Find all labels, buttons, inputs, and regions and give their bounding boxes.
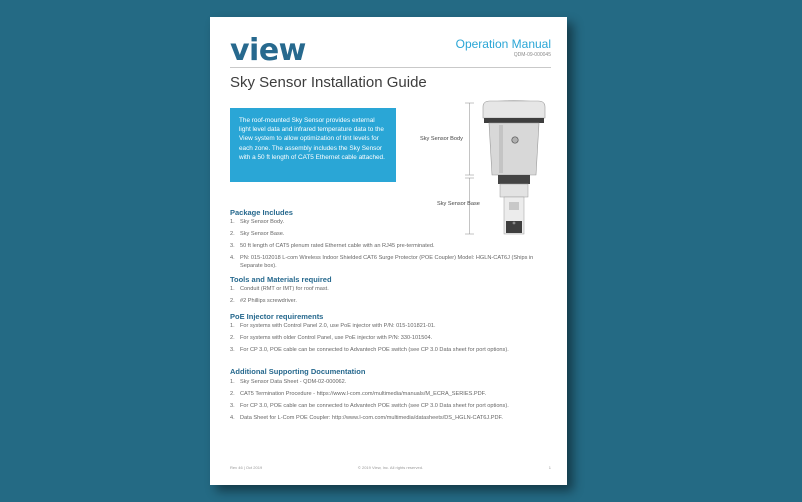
list-item: 2. Sky Sensor Base. — [230, 231, 285, 237]
footer-revision: Rev 46 | Oct 2019 — [230, 465, 263, 470]
heading-package-includes: Package Includes — [230, 208, 293, 217]
document-number: QDM-09-000045 — [513, 52, 551, 58]
list-item: 2. #2 Phillips screwdriver. — [230, 298, 297, 304]
document-page — [210, 17, 567, 485]
list-package-includes — [230, 218, 548, 274]
page-number: 1 — [548, 465, 551, 470]
list-item: 1. For systems with Control Panel 2.0, use PoE injector with P/N: 015-101821-01. — [230, 323, 436, 329]
heading-supporting-docs: Additional Supporting Documentation — [230, 367, 366, 376]
list-poe-injector — [230, 322, 548, 358]
heading-poe-injector: PoE Injector requirements — [230, 312, 324, 321]
heading-tools-materials: Tools and Materials required — [230, 275, 332, 284]
list-item: 4. Data Sheet for L-Com POE Coupler: http://www.l-com.com/multimedia/datasheets/DS_HGLN-CAT6J.PDF. — [230, 415, 503, 421]
page-title: Sky Sensor Installation Guide — [230, 74, 427, 91]
list-item: 1. Sky Sensor Data Sheet - QDM-02-000062. — [230, 379, 347, 385]
footer-copyright: © 2019 View, Inc. All rights reserved. — [357, 465, 424, 470]
list-item: 3. For CP 3.0, POE cable can be connected to Advantech POE switch (see CP 3.0 Data sheet for port options). — [230, 347, 509, 353]
list-item: 3. For CP 3.0, POE cable can be connected to Advantech POE switch (see CP 3.0 Data sheet for port options). — [230, 403, 509, 409]
list-item: 1. Conduit (RMT or IMT) for roof mast. — [230, 286, 329, 292]
header-divider — [230, 67, 551, 68]
list-supporting-docs — [230, 378, 548, 426]
view-logo: view — [230, 33, 306, 68]
intro-callout: The roof-mounted Sky Sensor provides external light level data and infrared temperature data to the View system to allow optimization of tint levels for each zone. The assembly includes the Sky Sensor with a 50 ft length of CAT5 Ethernet cable attached. — [230, 108, 396, 182]
document-type: Operation Manual — [455, 37, 551, 51]
list-item: 2. For systems with older Control Panel, use PoE injector with P/N: 330-101504. — [230, 335, 433, 341]
list-item: 4. PN: 015-102018 L-com Wireless Indoor Shielded CAT6 Surge Protector (POE Coupler) Model: HGLN-CAT6J (Ships in Separate box). — [230, 255, 534, 269]
list-item: 1. Sky Sensor Body. — [230, 219, 285, 225]
label-sky-sensor-base: Sky Sensor Base — [437, 201, 480, 207]
list-item: 2. CAT5 Termination Procedure - https://www.l-com.com/multimedia/manuals/M_ECRA_SERIES.PDF. — [230, 391, 486, 397]
list-item: 3. 50 ft length of CAT5 plenum rated Ethernet cable with an RJ45 pre-terminated. — [230, 243, 435, 249]
label-sky-sensor-body: Sky Sensor Body — [420, 136, 463, 142]
list-tools-materials — [230, 285, 548, 309]
